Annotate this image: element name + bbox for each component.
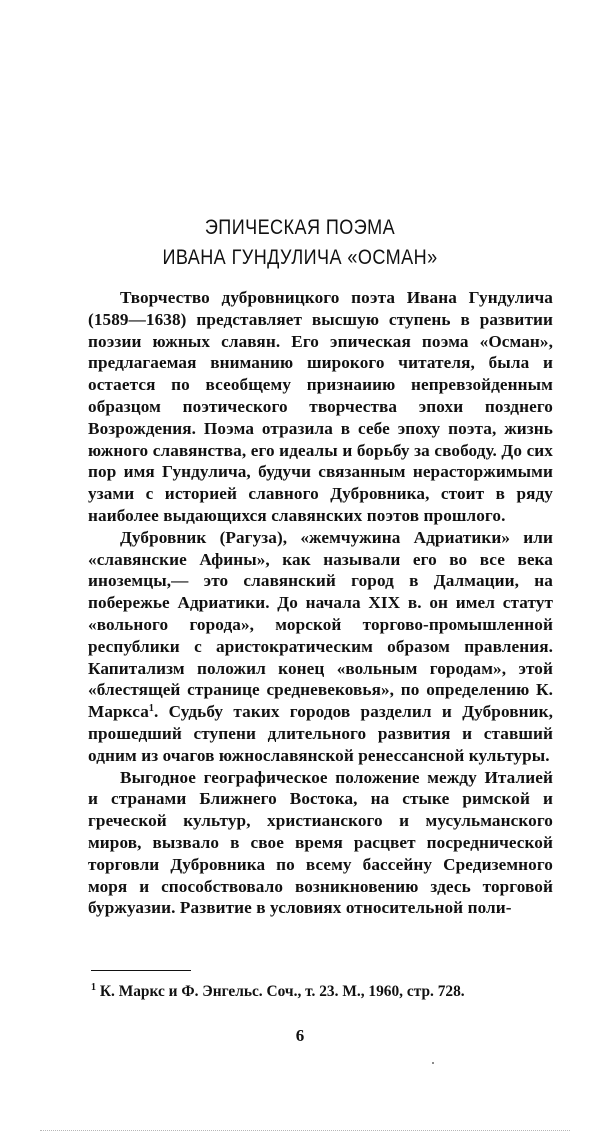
page-bottom-edge [40, 1130, 570, 1134]
body-text [88, 287, 553, 919]
paragraph-2 [88, 527, 553, 767]
chapter-title-line-1: ЭПИЧЕСКАЯ ПОЭМА [204, 216, 396, 239]
footnote-reference: 1 [148, 703, 154, 715]
page-number: 6 [295, 1026, 305, 1045]
chapter-title [0, 213, 600, 273]
paragraph-3: Выгодное географическое положение между Италией и странами Ближнего Востока, на стыке римской и греческой культур, христианского и мусульманского миров, вызвало в свое время расцвет посреднической торговли Дубровника по всему бассейну Средиземного моря и способствовало возникновению здесь торговой буржуазии. Развитие в условиях относительной поли- [88, 767, 553, 918]
footnote [88, 982, 553, 1002]
paragraph-1: Творчество дубровницкого поэта Ивана Гундулича (1589—1638) представляет высшую ступень в развитии поэзии южных славян. Его эпическая поэма «Осман», предлагаемая вниманию широкого читателя, была и остается по всеобщему признаиию непревзойденным образцом поэтического творчества эпохи позднего Возрождения. Поэма отразила в себе эпоху поэта, жизнь южного славянства, его идеалы и борьбу за свободу. До сих пор имя Гундулича, будучи связанным нерасторжимыми узами с историей славного Дубровника, стоит в ряду наиболее выдающихся славянских поэтов прошлого. [88, 288, 553, 525]
print-speck [432, 1062, 434, 1064]
footnote-divider [91, 970, 191, 971]
chapter-title-line-2: ИВАНА ГУНДУЛИЧА «ОСМАН» [162, 246, 438, 269]
footnote-text: К. Маркс и Ф. Энгельс. Соч., т. 23. М., 1960, стр. 728. [96, 983, 465, 1000]
footnote-marker: 1 [91, 982, 96, 993]
paragraph-2-tail: . Судьбу таких городов разделил и Дубровник, прошедший ступени длительного развития и ставший одним из очагов южнославянской ренессансной культуры. [88, 702, 553, 765]
paragraph-2-text: Дубровник (Рагуза), «жемчужина Адриатики» или «славянские Афины», как называли его во все века иноземцы,— это славянский город в Далмации, на побережье Адриатики. До начала XIX в. он имел статут «вольного города», морской торгово-промышленной республики с аристократическим образом правления. Капитализм положил конец «вольным городам», этой «блестящей странице средневековья», по определению К. Маркса [88, 527, 553, 722]
